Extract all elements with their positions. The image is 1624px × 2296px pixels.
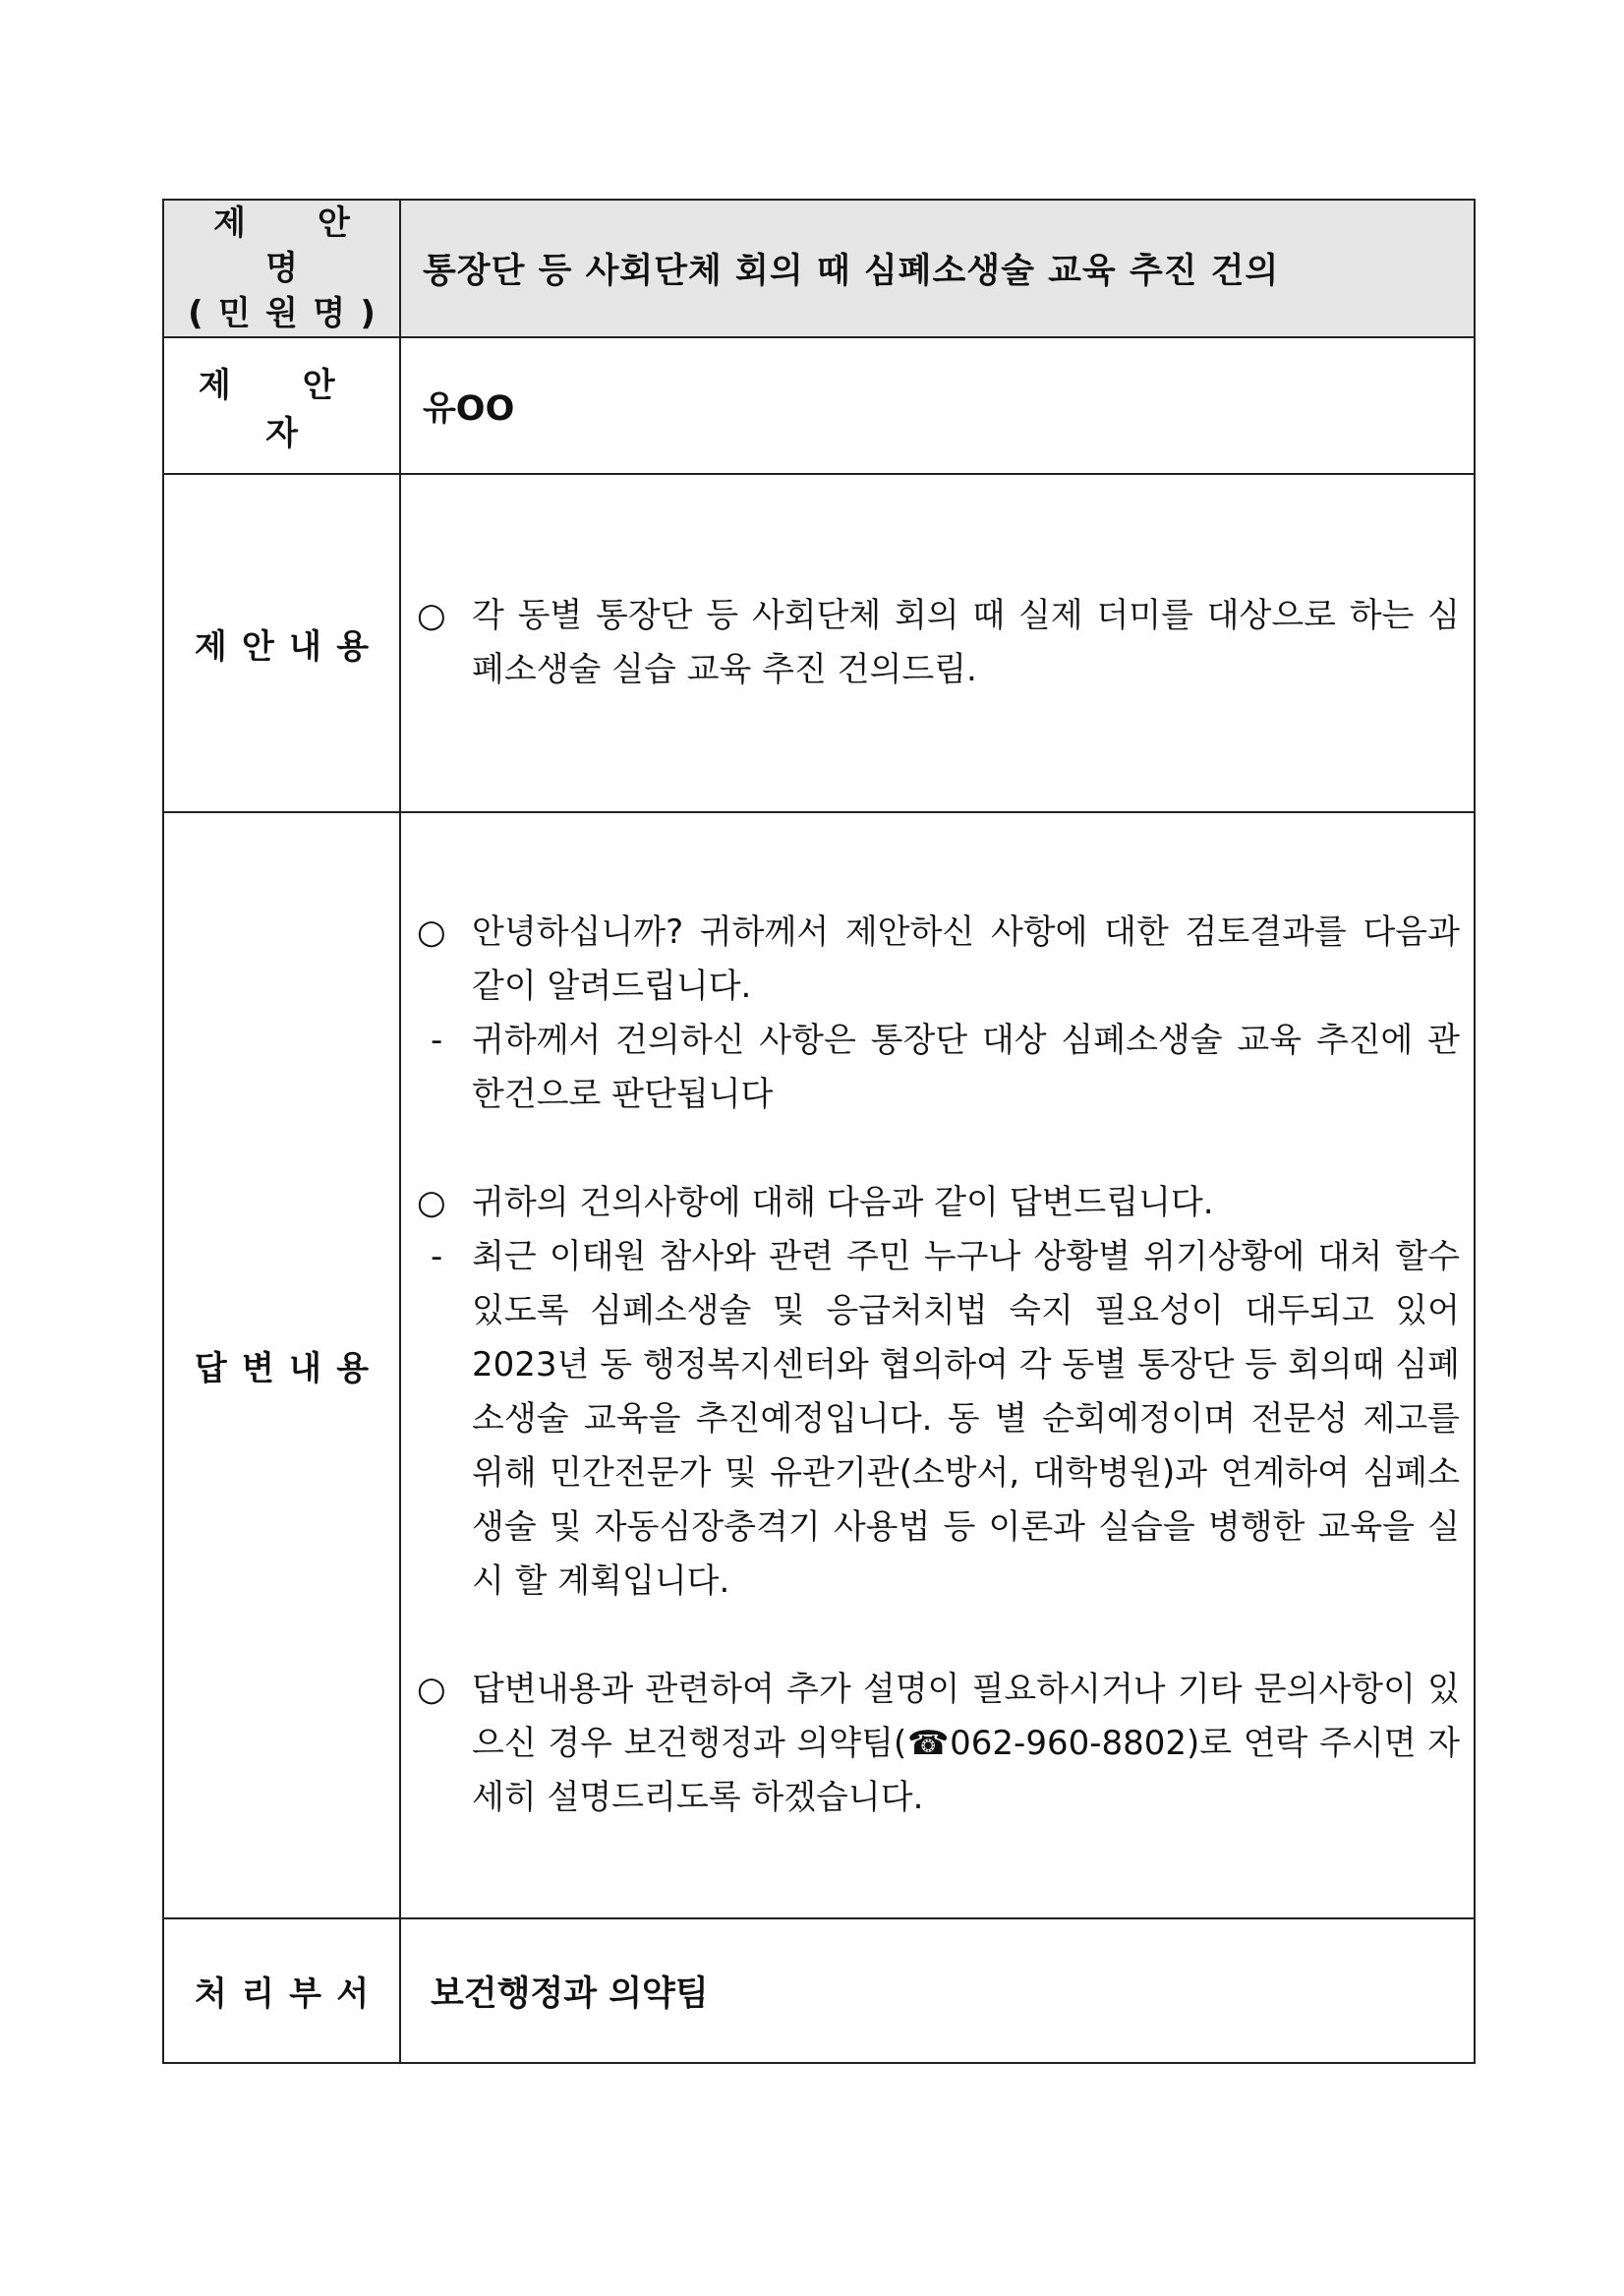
label-dept	[163, 1918, 400, 2063]
answer-sub-1	[417, 1014, 1460, 1122]
label-dept-text: 처리부서	[194, 1974, 384, 2014]
circle-bullet-icon: ○	[417, 1670, 446, 1709]
label-proposer	[163, 337, 400, 474]
dept-value: 보건행정과 의약팀	[400, 1918, 1475, 2063]
spacer	[417, 1609, 1460, 1663]
label-title-line2: (민원명)	[188, 294, 391, 333]
row-dept	[163, 1918, 1475, 2063]
answer-content	[400, 812, 1475, 1918]
row-title	[163, 200, 1475, 337]
label-answer	[163, 812, 400, 1918]
proposal-content	[400, 474, 1475, 812]
label-answer-text: 답변내용	[194, 1349, 384, 1388]
dash-marker: -	[431, 1237, 443, 1276]
circle-bullet-icon: ○	[417, 1183, 446, 1222]
title-value: 통장단 등 사회단체 회의 때 심폐소생술 교육 추진 건의	[400, 200, 1475, 337]
answer-p1-text: 안녕하십니까? 귀하께서 제안하신 사항에 대한 검토결과를 다음과 같이 알려드립니다.	[472, 913, 1460, 1006]
row-answer	[163, 812, 1475, 1918]
proposal-paragraph	[417, 589, 1460, 697]
row-proposer	[163, 337, 1475, 474]
complaint-answer-table	[162, 199, 1476, 2064]
answer-sub-2	[417, 1230, 1460, 1609]
circle-bullet-icon: ○	[417, 596, 446, 635]
proposer-value: 유OO	[400, 337, 1475, 474]
answer-paragraph-3	[417, 1663, 1460, 1825]
spacer	[417, 1122, 1460, 1176]
dash-marker: -	[431, 1021, 443, 1060]
circle-bullet-icon: ○	[417, 913, 446, 952]
answer-paragraph-2	[417, 1176, 1460, 1230]
row-proposal	[163, 474, 1475, 812]
answer-p3-text: 답변내용과 관련하여 추가 설명이 필요하시거나 기타 문의사항이 있으신 경우 보건행정과 의약팀(☎062-960-8802)로 연락 주시면 자세히 설명드리도록 하겠습니다.	[472, 1670, 1460, 1817]
label-title	[163, 200, 400, 337]
answer-paragraph-1	[417, 906, 1460, 1014]
answer-p2-text: 귀하의 건의사항에 대해 다음과 같이 답변드립니다.	[472, 1183, 1214, 1222]
answer-p1-sub-text: 귀하께서 건의하신 사항은 통장단 대상 심폐소생술 교육 추진에 관한건으로 판단됩니다	[472, 1021, 1460, 1114]
label-proposer-text: 제 안 자	[198, 365, 366, 453]
label-proposal	[163, 474, 400, 812]
label-title-line1: 제 안 명	[213, 204, 380, 288]
proposal-text: 각 동별 통장단 등 사회단체 회의 때 실제 더미를 대상으로 하는 심폐소생술 실습 교육 추진 건의드림.	[472, 596, 1460, 689]
answer-p2-sub-text: 최근 이태원 참사와 관련 주민 누구나 상황별 위기상황에 대처 할수 있도록 심폐소생술 및 응급처치법 숙지 필요성이 대두되고 있어 2023년 동 행정복지센터와 협의하여 각 동별 통장단 등 회의때 심폐소생술 교육을 추진예정입니다. 동 별 순회예정이며 전문성 제고를 위해 민간전문가 및 유관기관(소방서, 대학병원)과 연계하여 심폐소생술 및 자동심장충격기 사용법 등 이론과 실습을 병행한 교육을 실시 할 계획입니다.	[472, 1237, 1460, 1601]
label-proposal-text: 제안내용	[194, 626, 384, 667]
